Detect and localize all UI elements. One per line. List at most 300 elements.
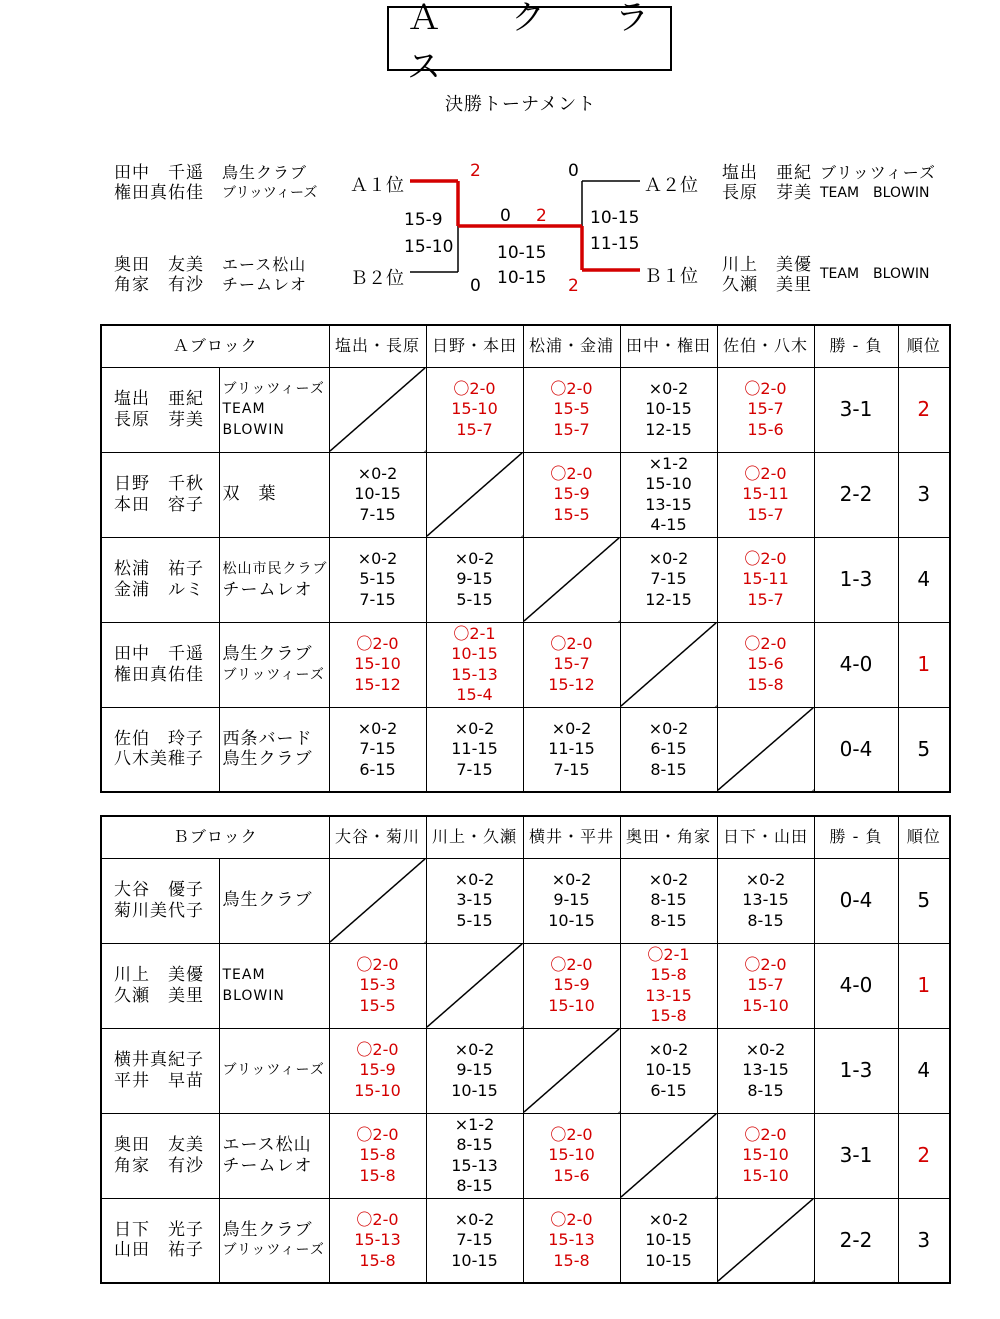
game-score: 15-13	[451, 1155, 498, 1175]
bracket-left-bottom-players: 奥田 友美 角家 有沙	[114, 255, 204, 295]
game-score: 15-7	[747, 975, 784, 995]
match-result-loss	[620, 452, 717, 537]
win-loss-record: 2-2	[814, 452, 898, 537]
match-result-win	[329, 1113, 426, 1198]
label-b1: Ｂ１位	[644, 266, 698, 287]
semi-left-top-sets: 2	[470, 161, 481, 181]
opponent-header: 川上・久瀬	[426, 816, 523, 858]
pair-names	[101, 1113, 219, 1198]
opponent-header: 横井・平井	[523, 816, 620, 858]
game-score: 15-10	[742, 1165, 789, 1185]
game-score: 10-15	[645, 1230, 692, 1249]
pair-clubs	[219, 707, 329, 792]
self-match-cell	[620, 622, 717, 707]
match-summary: ×0-2	[745, 1039, 786, 1059]
pair-names	[101, 1198, 219, 1283]
rank-value: 1	[898, 943, 950, 1028]
club-name: TEAM BLOWIN	[222, 967, 285, 1004]
player-name: 山田 祐子	[114, 1240, 204, 1261]
self-match-cell	[620, 1113, 717, 1198]
match-summary: 〇2-0	[356, 1039, 399, 1059]
header-row	[101, 816, 950, 858]
rank-value: 5	[898, 707, 950, 792]
game-score: 10-15	[645, 399, 692, 419]
pair-names	[101, 367, 219, 452]
club-name: 西条バード	[222, 728, 313, 749]
pair-names	[101, 452, 219, 537]
label-b2: Ｂ２位	[350, 268, 404, 289]
game-score: 15-13	[548, 1230, 595, 1249]
pair-clubs	[219, 1028, 329, 1113]
pair-names	[101, 1028, 219, 1113]
match-result-loss	[620, 537, 717, 622]
match-summary: 〇2-0	[744, 378, 787, 398]
game-score: 8-15	[650, 890, 687, 910]
game-score: 13-15	[742, 890, 789, 910]
match-summary: ×0-2	[551, 718, 592, 738]
label-a1: Ａ１位	[350, 175, 404, 196]
game-score: 15-5	[359, 995, 396, 1015]
player-name: 角家 有沙	[114, 1155, 204, 1176]
table-row	[101, 707, 950, 792]
game-score: 10-15	[645, 1250, 692, 1270]
block-name: Ａブロック	[101, 325, 329, 367]
rank-header: 順位	[898, 816, 950, 858]
club-name: 鳥生クラブ	[222, 644, 313, 664]
semi-right-score-1: 10-15	[590, 208, 640, 228]
match-result-win	[717, 943, 814, 1028]
game-score: 10-15	[451, 1250, 498, 1270]
match-summary: ×0-2	[648, 548, 689, 568]
match-summary: ×0-2	[357, 548, 398, 568]
match-result-loss	[523, 707, 620, 792]
club-name: ブリッツィーズ	[222, 1242, 325, 1259]
club-name: ブリッツィーズ	[222, 1062, 325, 1079]
pair-names	[101, 943, 219, 1028]
label-a2: Ａ２位	[644, 175, 698, 196]
match-result-win	[523, 452, 620, 537]
match-result-loss	[426, 707, 523, 792]
pair-clubs	[219, 537, 329, 622]
match-summary: ×0-2	[357, 463, 398, 483]
pair-names	[101, 622, 219, 707]
win-loss-header: 勝 - 負	[814, 816, 898, 858]
match-summary: ×1-2	[454, 1114, 495, 1134]
game-score: 15-8	[650, 965, 687, 984]
game-score: 15-9	[553, 484, 590, 504]
club-name: チームレオ	[222, 1155, 313, 1176]
game-score: 15-6	[747, 419, 784, 439]
match-result-win	[717, 537, 814, 622]
pair-clubs	[219, 367, 329, 452]
match-result-win	[426, 622, 523, 707]
rank-header: 順位	[898, 325, 950, 367]
game-score: 15-7	[747, 504, 784, 524]
player-name: 大谷 優子	[114, 880, 204, 900]
game-score: 8-15	[747, 910, 784, 930]
match-summary: ×0-2	[454, 1209, 495, 1229]
win-loss-header: 勝 - 負	[814, 325, 898, 367]
bracket-right-top-players: 塩出 亜紀 長原 芽美	[722, 163, 812, 203]
win-loss-record: 0-4	[814, 858, 898, 943]
semi-right-top-sets: 0	[568, 161, 579, 181]
match-summary: ×0-2	[648, 869, 689, 889]
bracket-left-bottom-clubs: エース松山 チームレオ	[222, 255, 308, 294]
final-score-1: 10-15	[497, 243, 547, 263]
game-score: 15-9	[359, 1060, 396, 1080]
game-score: 15-11	[742, 484, 789, 504]
match-result-loss	[717, 858, 814, 943]
game-score: 10-15	[451, 1080, 498, 1100]
game-score: 15-11	[742, 569, 789, 589]
match-summary: 〇2-0	[744, 1124, 787, 1144]
match-summary: 〇2-0	[550, 378, 593, 398]
tournament-subtitle: 決勝トーナメント	[445, 94, 597, 115]
player-name: 菊川美代子	[114, 900, 204, 921]
game-score: 3-15	[456, 890, 493, 910]
game-score: 15-12	[354, 674, 401, 694]
game-score: 7-15	[359, 589, 396, 609]
club-name: 松山市民クラブ	[222, 561, 328, 577]
match-summary: 〇2-0	[550, 1209, 593, 1229]
final-left-sets: 0	[500, 206, 511, 226]
game-score: 15-10	[548, 995, 595, 1015]
game-score: 13-15	[742, 1060, 789, 1080]
final-right-sets: 2	[536, 206, 547, 226]
match-summary: 〇2-0	[356, 1209, 399, 1229]
player-name: 塩出 亜紀	[114, 389, 204, 409]
game-score: 15-10	[354, 654, 401, 674]
game-score: 15-5	[553, 504, 590, 524]
match-result-win	[717, 1113, 814, 1198]
match-summary: ×0-2	[648, 1039, 689, 1059]
match-result-win	[329, 1028, 426, 1113]
block-b-table	[100, 815, 951, 1284]
game-score: 15-6	[553, 1165, 590, 1185]
match-summary: ×0-2	[648, 1209, 689, 1229]
match-result-win	[717, 452, 814, 537]
game-score: 5-15	[456, 910, 493, 930]
match-summary: ×0-2	[648, 378, 689, 398]
game-score: 15-6	[747, 654, 784, 674]
match-summary: ×0-2	[551, 869, 592, 889]
player-name: 平井 早苗	[114, 1070, 204, 1091]
semi-left-score-1: 15-9	[404, 210, 443, 230]
game-score: 8-15	[456, 1135, 493, 1154]
game-score: 9-15	[553, 890, 590, 910]
game-score: 8-15	[456, 1176, 493, 1195]
match-result-loss	[329, 537, 426, 622]
opponent-header: 松浦・金浦	[523, 325, 620, 367]
match-result-win	[329, 943, 426, 1028]
bracket-left-top-clubs: 鳥生クラブ ブリッツィーズ	[222, 163, 318, 201]
match-result-loss	[620, 858, 717, 943]
game-score: 11-15	[451, 739, 498, 758]
self-match-cell	[426, 943, 523, 1028]
table-row	[101, 1028, 950, 1113]
game-score: 15-12	[548, 674, 595, 694]
game-score: 15-8	[650, 1006, 687, 1025]
table-row	[101, 367, 950, 452]
match-result-win	[329, 1198, 426, 1283]
match-result-loss	[426, 1028, 523, 1113]
game-score: 15-7	[747, 399, 784, 419]
win-loss-record: 3-1	[814, 367, 898, 452]
match-summary: 〇2-0	[550, 633, 593, 653]
bracket-left-top-players: 田中 千遥 権田真佑佳	[114, 163, 204, 203]
rank-value: 4	[898, 537, 950, 622]
player-name: 日野 千秋	[114, 474, 204, 494]
match-result-loss	[620, 1028, 717, 1113]
pair-names	[101, 707, 219, 792]
club-name: 鳥生クラブ	[222, 749, 313, 770]
match-summary: ×0-2	[357, 718, 398, 738]
player-name: 権田真佑佳	[114, 664, 204, 685]
player-name: 日下 光子	[114, 1219, 204, 1240]
opponent-header: 塩出・長原	[329, 325, 426, 367]
match-summary: 〇2-0	[356, 954, 399, 974]
game-score: 15-13	[451, 664, 498, 684]
final-score-2: 10-15	[497, 268, 547, 288]
game-score: 15-9	[553, 975, 590, 995]
match-result-loss	[426, 537, 523, 622]
pair-clubs	[219, 622, 329, 707]
game-score: 13-15	[645, 985, 692, 1005]
rank-value: 2	[898, 367, 950, 452]
match-result-win	[523, 367, 620, 452]
header-row	[101, 325, 950, 367]
opponent-header: 日下・山田	[717, 816, 814, 858]
rank-value: 2	[898, 1113, 950, 1198]
match-result-loss	[426, 1198, 523, 1283]
game-score: 6-15	[650, 739, 687, 758]
rank-value: 3	[898, 1198, 950, 1283]
player-name: 本田 容子	[114, 494, 204, 515]
win-loss-record: 4-0	[814, 943, 898, 1028]
win-loss-record: 4-0	[814, 622, 898, 707]
match-summary: 〇2-0	[453, 378, 496, 398]
player-name: 久瀬 美里	[114, 985, 204, 1006]
game-score: 15-5	[553, 399, 590, 419]
match-summary: 〇2-0	[550, 954, 593, 974]
match-result-loss	[620, 367, 717, 452]
table-row	[101, 537, 950, 622]
match-summary: 〇2-0	[356, 633, 399, 653]
game-score: 5-15	[456, 589, 493, 609]
game-score: 10-15	[451, 644, 498, 663]
game-score: 15-7	[747, 589, 784, 609]
match-result-loss	[717, 1028, 814, 1113]
opponent-header: 大谷・菊川	[329, 816, 426, 858]
club-name: 鳥生クラブ	[222, 890, 313, 911]
game-score: 15-13	[354, 1230, 401, 1249]
club-name: ブリッツィーズ	[222, 666, 325, 683]
semi-right-bottom-sets: 2	[568, 276, 579, 296]
win-loss-record: 3-1	[814, 1113, 898, 1198]
block-name: Ｂブロック	[101, 816, 329, 858]
match-result-win	[329, 622, 426, 707]
match-summary: ×1-2	[648, 453, 689, 473]
club-name: 双 葉	[222, 484, 277, 505]
game-score: 7-15	[456, 1230, 493, 1249]
player-name: 川上 美優	[114, 965, 204, 985]
table-row	[101, 452, 950, 537]
match-summary: 〇2-1	[647, 944, 690, 964]
match-summary: ×0-2	[745, 869, 786, 889]
game-score: 10-15	[548, 910, 595, 930]
semi-right-score-2: 11-15	[590, 234, 640, 254]
game-score: 15-4	[456, 685, 493, 704]
game-score: 7-15	[456, 759, 493, 779]
bracket-right-bottom-players: 川上 美優 久瀬 美里	[722, 255, 812, 295]
pair-clubs	[219, 943, 329, 1028]
game-score: 15-10	[548, 1145, 595, 1165]
semi-left-score-2: 15-10	[404, 237, 454, 257]
bracket-right-top-clubs: ブリッツィーズ TEAM BLOWIN	[820, 163, 936, 201]
match-result-loss	[523, 858, 620, 943]
game-score: 9-15	[456, 569, 493, 589]
self-match-cell	[426, 452, 523, 537]
opponent-header: 佐伯・八木	[717, 325, 814, 367]
match-summary: ×0-2	[648, 718, 689, 738]
game-score: 15-8	[359, 1145, 396, 1165]
game-score: 4-15	[650, 515, 687, 534]
player-name: 佐伯 玲子	[114, 728, 204, 749]
match-result-win	[523, 622, 620, 707]
game-score: 7-15	[553, 759, 590, 779]
self-match-cell	[329, 858, 426, 943]
player-name: 奥田 友美	[114, 1135, 204, 1155]
table-row	[101, 622, 950, 707]
club-name: 鳥生クラブ	[222, 1219, 313, 1240]
match-result-win	[717, 622, 814, 707]
table-row	[101, 943, 950, 1028]
club-name: ブリッツィーズ	[222, 380, 325, 397]
self-match-cell	[329, 367, 426, 452]
player-name: 横井真紀子	[114, 1050, 204, 1070]
table-row	[101, 1198, 950, 1283]
game-score: 12-15	[645, 589, 692, 609]
class-title: Ａ ク ラ ス	[387, 6, 672, 71]
win-loss-record: 0-4	[814, 707, 898, 792]
table-row	[101, 1113, 950, 1198]
match-result-loss	[426, 1113, 523, 1198]
pair-clubs	[219, 1113, 329, 1198]
match-summary: 〇2-0	[744, 954, 787, 974]
match-result-win	[426, 367, 523, 452]
game-score: 15-10	[354, 1080, 401, 1100]
match-summary: ×0-2	[454, 718, 495, 738]
club-name: チームレオ	[222, 579, 313, 600]
game-score: 8-15	[650, 759, 687, 779]
game-score: 15-7	[553, 419, 590, 439]
game-score: 12-15	[645, 419, 692, 439]
game-score: 5-15	[359, 569, 396, 589]
game-score: 7-15	[359, 739, 396, 758]
self-match-cell	[523, 537, 620, 622]
pair-clubs	[219, 858, 329, 943]
match-result-win	[523, 943, 620, 1028]
pair-clubs	[219, 452, 329, 537]
game-score: 11-15	[548, 739, 595, 758]
bracket-right-bottom-club: TEAM BLOWIN	[820, 266, 930, 282]
self-match-cell	[523, 1028, 620, 1113]
match-summary: 〇2-0	[744, 633, 787, 653]
player-name: 金浦 ルミ	[114, 579, 204, 600]
game-score: 10-15	[645, 1060, 692, 1080]
match-summary: 〇2-0	[356, 1124, 399, 1144]
game-score: 15-7	[456, 419, 493, 439]
game-score: 6-15	[650, 1080, 687, 1100]
match-summary: ×0-2	[454, 1039, 495, 1059]
opponent-header: 田中・権田	[620, 325, 717, 367]
game-score: 15-7	[553, 654, 590, 674]
game-score: 15-3	[359, 975, 396, 995]
match-summary: ×0-2	[454, 548, 495, 568]
player-name: 田中 千遥	[114, 644, 204, 664]
match-summary: 〇2-0	[744, 548, 787, 568]
match-result-win	[523, 1113, 620, 1198]
block-a-table	[100, 324, 951, 793]
match-result-win	[620, 943, 717, 1028]
game-score: 15-8	[359, 1250, 396, 1270]
pair-names	[101, 858, 219, 943]
win-loss-record: 1-3	[814, 537, 898, 622]
game-score: 15-8	[747, 674, 784, 694]
rank-value: 3	[898, 452, 950, 537]
game-score: 15-10	[742, 995, 789, 1015]
win-loss-record: 2-2	[814, 1198, 898, 1283]
game-score: 8-15	[650, 910, 687, 930]
game-score: 13-15	[645, 494, 692, 514]
match-summary: 〇2-0	[550, 463, 593, 483]
match-summary: ×0-2	[454, 869, 495, 889]
game-score: 9-15	[456, 1060, 493, 1080]
table-row	[101, 858, 950, 943]
match-result-loss	[426, 858, 523, 943]
game-score: 8-15	[747, 1080, 784, 1100]
club-name: TEAM BLOWIN	[222, 401, 285, 438]
self-match-cell	[717, 1198, 814, 1283]
player-name: 松浦 祐子	[114, 559, 204, 579]
game-score: 7-15	[650, 569, 687, 589]
match-summary: 〇2-0	[550, 1124, 593, 1144]
match-result-win	[523, 1198, 620, 1283]
game-score: 15-10	[451, 399, 498, 419]
player-name: 長原 芽美	[114, 409, 204, 430]
match-result-loss	[329, 707, 426, 792]
match-result-win	[717, 367, 814, 452]
game-score: 15-10	[742, 1145, 789, 1165]
game-score: 15-8	[553, 1250, 590, 1270]
match-result-loss	[329, 452, 426, 537]
match-result-loss	[620, 1198, 717, 1283]
player-name: 八木美稚子	[114, 749, 204, 770]
match-summary: 〇2-0	[744, 463, 787, 483]
semi-left-bottom-sets: 0	[470, 276, 481, 296]
opponent-header: 奥田・角家	[620, 816, 717, 858]
club-name: エース松山	[222, 1135, 312, 1155]
opponent-header: 日野・本田	[426, 325, 523, 367]
game-score: 7-15	[359, 504, 396, 524]
game-score: 15-8	[359, 1165, 396, 1185]
game-score: 15-10	[645, 474, 692, 493]
rank-value: 4	[898, 1028, 950, 1113]
win-loss-record: 1-3	[814, 1028, 898, 1113]
pair-names	[101, 537, 219, 622]
match-summary: 〇2-1	[453, 623, 496, 643]
game-score: 10-15	[354, 484, 401, 504]
